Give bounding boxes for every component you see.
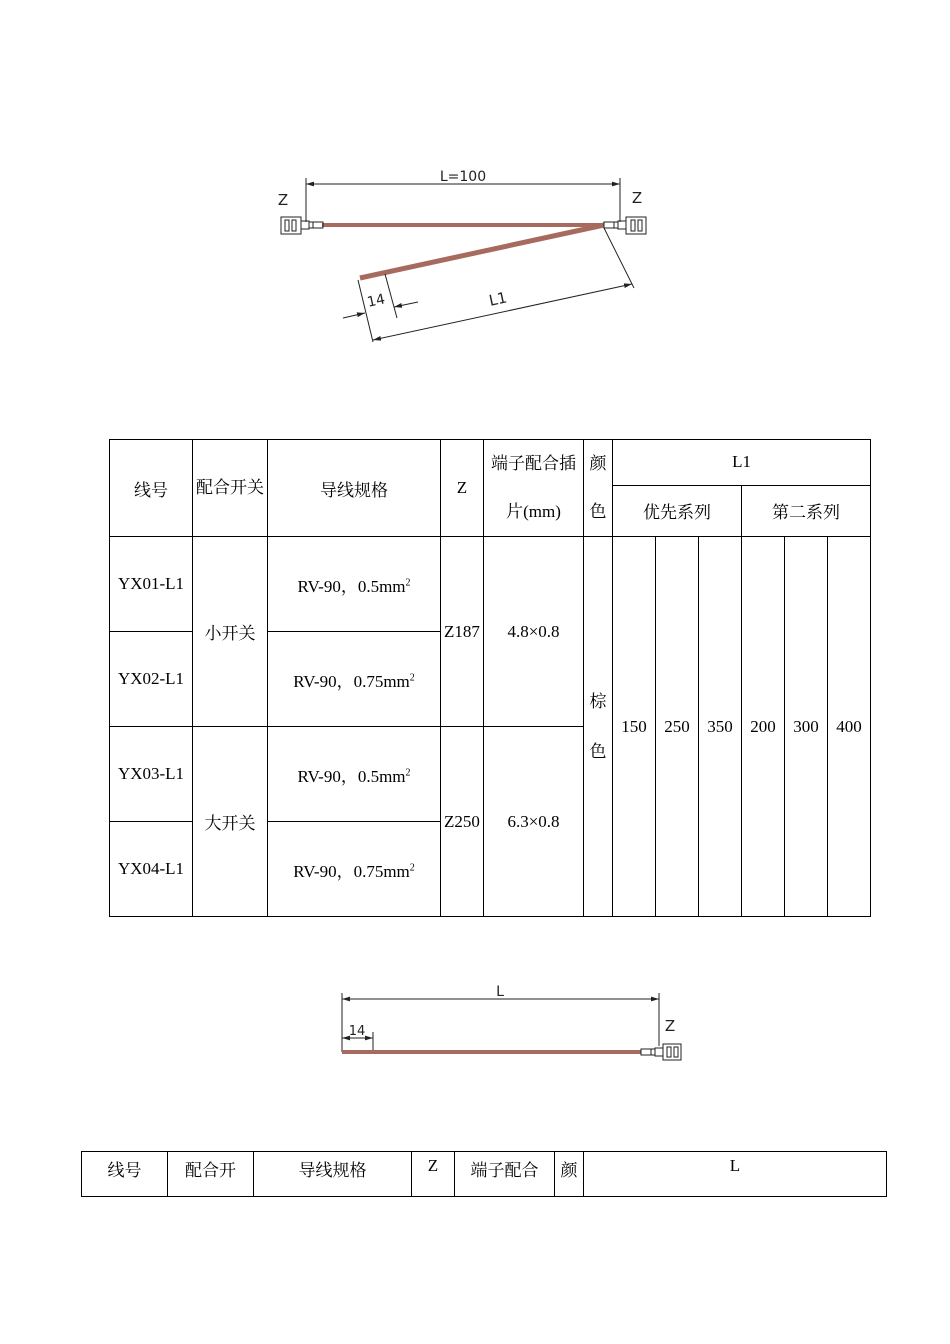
- wire-no-cell: YX01-L1: [110, 537, 193, 632]
- header-z: Z: [441, 440, 484, 537]
- header-wire-no-2: 线号: [82, 1152, 168, 1197]
- terminal-cell-small: 4.8×0.8: [484, 537, 584, 727]
- dimension-label-total-2: L: [496, 984, 504, 1000]
- z-cell-large: Z250: [441, 727, 484, 917]
- terminal-cell-large: 6.3×0.8: [484, 727, 584, 917]
- header-switch-2: 配合开: [168, 1152, 254, 1197]
- table-row: [110, 537, 871, 632]
- header-color: 颜色: [584, 440, 613, 537]
- second-value-3: 400: [828, 537, 871, 917]
- terminal-connector-right: [604, 217, 646, 234]
- wire-spec-table-1: [109, 439, 871, 917]
- preferred-value-2: 250: [656, 537, 699, 917]
- header-wire-spec-2: 导线规格: [254, 1152, 412, 1197]
- wire-no-cell: YX03-L1: [110, 727, 193, 822]
- header-color-2: 颜: [555, 1152, 584, 1197]
- dimension-label-strip-2: 14: [348, 1024, 366, 1039]
- z-cell-small: Z187: [441, 537, 484, 727]
- header-terminal: 端子配合插片(mm): [484, 440, 584, 537]
- terminal-label-right: Z: [631, 189, 643, 207]
- terminal-label-left: Z: [277, 191, 289, 209]
- second-value-1: 200: [742, 537, 785, 917]
- wire-spec-cell: RV-90，$0.5mm^2$: [268, 537, 441, 632]
- header-l1: L1: [613, 440, 871, 486]
- header-terminal-2: 端子配合: [455, 1152, 555, 1197]
- preferred-value-1: 150: [613, 537, 656, 917]
- preferred-value-3: 350: [699, 537, 742, 917]
- header-preferred-series: 优先系列: [613, 485, 742, 536]
- wire-spec-cell: RV-90，$0.5mm^2$: [268, 727, 441, 822]
- second-value-2: 300: [785, 537, 828, 917]
- harness-drawing-1: [0, 0, 950, 400]
- header-second-series: 第二系列: [742, 485, 871, 536]
- switch-cell-large: 大开关: [193, 727, 268, 917]
- dimension-label-branch: L1: [487, 288, 509, 310]
- dimension-label-strip: 14: [365, 291, 387, 311]
- wire-spec-table-2: [81, 1151, 887, 1197]
- wire-spec-cell: RV-90，$0.75mm^2$: [268, 632, 441, 727]
- dimension-label-total: L=100: [439, 169, 487, 185]
- header-l-2: L: [584, 1152, 887, 1197]
- terminal-label-2: Z: [664, 1017, 676, 1035]
- switch-cell-small: 小开关: [193, 537, 268, 727]
- wire-spec-cell: RV-90，$0.75mm^2$: [268, 822, 441, 917]
- header-wire-no: 线号: [110, 440, 193, 537]
- header-switch: 配合开关: [193, 440, 268, 537]
- header-wire-spec: 导线规格: [268, 440, 441, 537]
- terminal-connector-left: [281, 217, 323, 234]
- wire-no-cell: YX02-L1: [110, 632, 193, 727]
- header-z-2: Z: [412, 1152, 455, 1197]
- color-cell: 棕色: [584, 537, 613, 917]
- wire-branch: [360, 225, 604, 278]
- wire-no-cell: YX04-L1: [110, 822, 193, 917]
- terminal-connector-2: [641, 1044, 681, 1060]
